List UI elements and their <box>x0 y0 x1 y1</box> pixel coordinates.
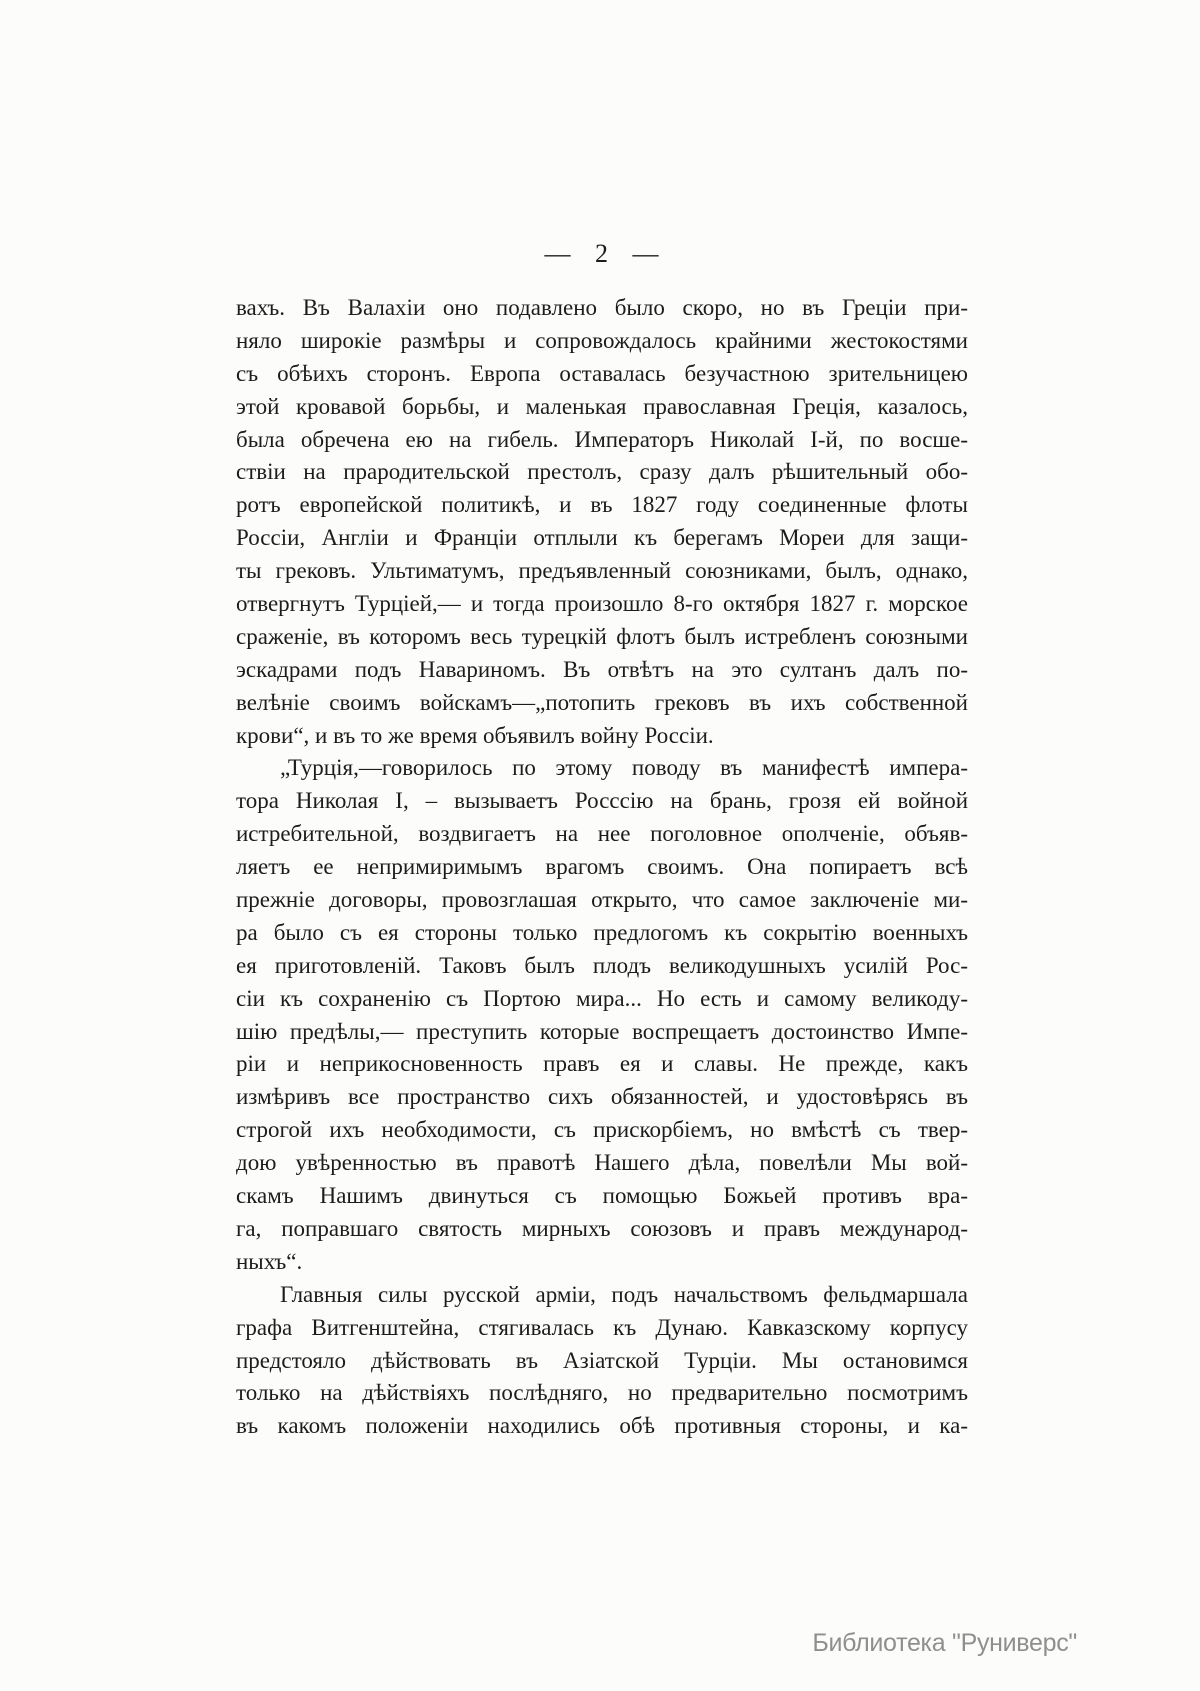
page-number: — 2 — <box>544 239 660 268</box>
text-line: дою увѣренностью въ правотѣ Нашего дѣла, повелѣли Мы вой- <box>236 1150 968 1176</box>
library-watermark: Библиотека "Руниверс" <box>812 1629 1077 1657</box>
text-line: ствіи на прародительской престолъ, сразу далъ рѣшительный обо- <box>236 459 968 485</box>
text-line: предстояло дѣйствовать въ Азіатской Турціи. Мы остановимся <box>236 1347 968 1373</box>
text-line: ра было съ ея стороны только предлогомъ къ сокрытію военныхъ <box>236 919 968 945</box>
text-line: отвергнутъ Турціей,— и тогда произошло 8-го октября 1827 г. морское <box>236 591 968 617</box>
text-line: съ обѣихъ сторонъ. Европа оставалась безучастною зрительницею <box>236 360 968 386</box>
paragraph <box>236 1279 968 1443</box>
text-line: ея приготовленій. Таковъ былъ плодъ великодушныхъ усилій Рос- <box>236 952 968 978</box>
text-line: сраженіе, въ которомъ весь турецкій флотъ былъ истребленъ союзными <box>236 623 968 649</box>
text-line: тора Николая I, – вызываетъ Росссію на брань, грозя ей войной <box>236 788 968 814</box>
text-line: строгой ихъ необходимости, съ прискорбіемъ, но вмѣстѣ съ твер- <box>236 1117 968 1143</box>
text-line: этой кровавой борьбы, и маленькая православная Греція, казалось, <box>236 393 968 419</box>
text-line: измѣривъ все пространство сихъ обязанностей, и удостовѣрясь въ <box>236 1084 968 1110</box>
text-line: только на дѣйствіяхъ послѣдняго, но предварительно посмотримъ <box>236 1380 968 1406</box>
text-line: въ какомъ положеніи находились обѣ противныя стороны, и ка- <box>236 1413 968 1439</box>
paragraph <box>236 292 968 752</box>
text-line: ріи и неприкосновенность правъ ея и славы. Не прежде, какъ <box>236 1051 968 1077</box>
text-line: вахъ. Въ Валахіи оно подавлено было скоро, но въ Греціи при- <box>236 295 968 320</box>
text-line: крови“, и въ то же время объявилъ войну Россіи. <box>236 722 714 748</box>
body-text <box>236 292 968 1443</box>
text-line: графа Витгенштейна, стягивалась къ Дунаю. Кавказскому корпусу <box>236 1314 968 1340</box>
text-line: Россіи, Англіи и Франціи отплыли къ берегамъ Мореи для защи- <box>236 525 968 551</box>
text-line: ты грековъ. Ультиматумъ, предъявленный союзниками, былъ, однако, <box>236 558 968 584</box>
text-line: прежніе договоры, провозглашая открыто, что самое заключеніе ми- <box>236 887 968 913</box>
text-line: няло широкіе размѣры и сопровождалось крайними жестокостями <box>236 327 968 353</box>
text-line: ротъ европейской политикѣ, и въ 1827 году соединенные флоты <box>236 492 968 518</box>
text-line: сіи къ сохраненію съ Портою мира... Но есть и самому великоду- <box>236 985 968 1011</box>
text-line: истребительной, воздвигаетъ на нее поголовное ополченіе, объяв- <box>236 821 968 847</box>
text-line: ляетъ ее непримиримымъ врагомъ своимъ. Она попираетъ всѣ <box>236 854 968 880</box>
text-line: Главныя силы русской арміи, подъ начальствомъ фельдмаршала <box>280 1281 968 1307</box>
text-line: „Турція,—говорилось по этому поводу въ манифестѣ импера- <box>280 755 968 781</box>
text-line: га, поправшаго святость мирныхъ союзовъ и правъ международ- <box>236 1215 968 1241</box>
text-line: была обречена ею на гибель. Императоръ Николай I-й, по восше- <box>236 426 968 452</box>
text-line: ныхъ“. <box>236 1248 303 1274</box>
text-line: эскадрами подъ Навариномъ. Въ отвѣтъ на это султанъ далъ по- <box>236 656 968 682</box>
paragraph <box>236 752 968 1278</box>
text-line: скамъ Нашимъ двинуться съ помощью Божьей противъ вра- <box>236 1183 968 1209</box>
text-line: шію предѣлы,— преступить которые воспрещаетъ достоинство Импе- <box>236 1018 968 1044</box>
text-line: велѣніе своимъ войскамъ—„потопить грековъ въ ихъ собственной <box>236 689 968 715</box>
